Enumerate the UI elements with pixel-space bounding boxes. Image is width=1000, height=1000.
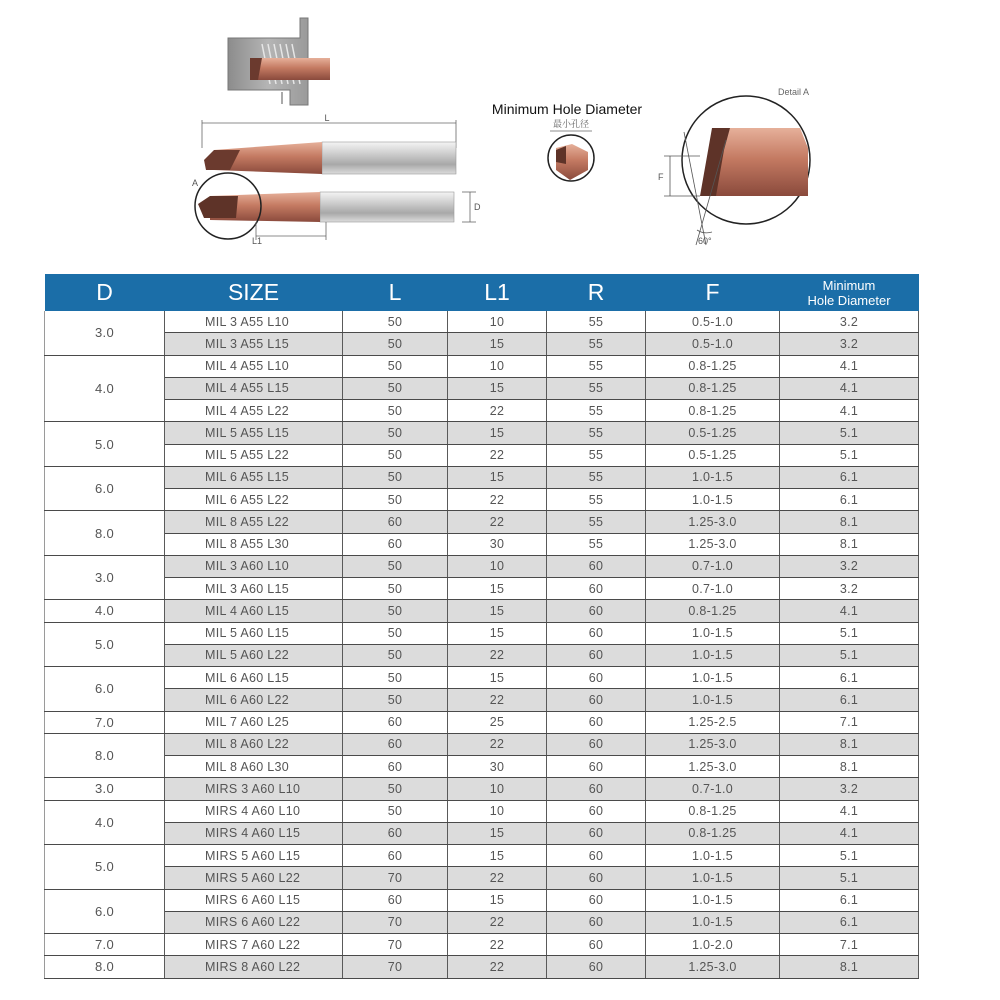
- table-header-row: [45, 274, 919, 311]
- length-cell: 50: [343, 466, 448, 488]
- detail-marker: A: [192, 178, 199, 188]
- f-range-cell: 1.0-1.5: [646, 644, 780, 666]
- f-range-cell: 1.0-1.5: [646, 466, 780, 488]
- size-cell: MIL 6 A55 L22: [165, 489, 343, 511]
- length1-cell: 15: [448, 845, 547, 867]
- angle-cell: 55: [547, 466, 646, 488]
- f-range-cell: 1.0-1.5: [646, 489, 780, 511]
- table-row: [45, 889, 919, 911]
- angle-cell: 60: [547, 555, 646, 577]
- length1-cell: 25: [448, 711, 547, 733]
- size-cell: MIRS 5 A60 L15: [165, 845, 343, 867]
- f-range-cell: 1.0-1.5: [646, 867, 780, 889]
- size-cell: MIRS 8 A60 L22: [165, 956, 343, 978]
- size-cell: MIL 5 A55 L22: [165, 444, 343, 466]
- table-row: [45, 934, 919, 956]
- table-row: [45, 377, 919, 399]
- min-hole-cell: 6.1: [780, 466, 919, 488]
- f-range-cell: 1.0-1.5: [646, 889, 780, 911]
- min-hole-cell: 8.1: [780, 733, 919, 755]
- length-cell: 50: [343, 800, 448, 822]
- diameter-cell: 8.0: [45, 511, 165, 556]
- diameter-cell: 3.0: [45, 555, 165, 600]
- length-cell: 50: [343, 400, 448, 422]
- length-cell: 50: [343, 689, 448, 711]
- diameter-cell: 7.0: [45, 934, 165, 956]
- table-row: [45, 511, 919, 533]
- size-cell: MIL 5 A60 L15: [165, 622, 343, 644]
- table-row: [45, 667, 919, 689]
- length-cell: 50: [343, 644, 448, 666]
- angle-cell: 55: [547, 333, 646, 355]
- min-hole-cell: 3.2: [780, 578, 919, 600]
- f-range-cell: 0.5-1.0: [646, 333, 780, 355]
- length1-cell: 22: [448, 644, 547, 666]
- min-hole-cell: 3.2: [780, 311, 919, 333]
- length-cell: 60: [343, 511, 448, 533]
- diameter-cell: 5.0: [45, 422, 165, 467]
- f-range-cell: 1.25-3.0: [646, 511, 780, 533]
- angle-cell: 55: [547, 422, 646, 444]
- length-cell: 50: [343, 355, 448, 377]
- angle-cell: 60: [547, 934, 646, 956]
- f-range-cell: 1.25-3.0: [646, 733, 780, 755]
- table-body: [45, 311, 919, 978]
- length1-cell: 15: [448, 578, 547, 600]
- min-hole-cell: 4.1: [780, 800, 919, 822]
- table-row: [45, 489, 919, 511]
- table-row: [45, 845, 919, 867]
- min-hole-cell: 4.1: [780, 822, 919, 844]
- length-cell: 60: [343, 822, 448, 844]
- length-cell: 70: [343, 934, 448, 956]
- table-row: [45, 578, 919, 600]
- min-hole-cell: 4.1: [780, 400, 919, 422]
- angle-cell: 60: [547, 578, 646, 600]
- length-cell: 60: [343, 845, 448, 867]
- size-cell: MIL 7 A60 L25: [165, 711, 343, 733]
- angle-label: 60°: [698, 236, 712, 246]
- angle-cell: 60: [547, 956, 646, 978]
- length1-cell: 30: [448, 533, 547, 555]
- f-range-cell: 0.8-1.25: [646, 600, 780, 622]
- diameter-cell: 5.0: [45, 622, 165, 667]
- diameter-cell: 4.0: [45, 355, 165, 422]
- length1-cell: 10: [448, 800, 547, 822]
- size-cell: MIRS 6 A60 L15: [165, 889, 343, 911]
- diameter-cell: 6.0: [45, 889, 165, 934]
- min-hole-cell: 8.1: [780, 533, 919, 555]
- angle-cell: 55: [547, 400, 646, 422]
- length1-cell: 10: [448, 555, 547, 577]
- size-cell: MIL 4 A55 L10: [165, 355, 343, 377]
- f-range-cell: 1.0-1.5: [646, 689, 780, 711]
- length1-label: L1: [252, 236, 263, 246]
- length-cell: 50: [343, 600, 448, 622]
- length-cell: 50: [343, 578, 448, 600]
- diameter-cell: 7.0: [45, 711, 165, 733]
- length1-cell: 22: [448, 400, 547, 422]
- length1-cell: 15: [448, 667, 547, 689]
- diameter-cell: 4.0: [45, 600, 165, 622]
- size-cell: MIL 3 A60 L10: [165, 555, 343, 577]
- length1-cell: 15: [448, 822, 547, 844]
- length1-cell: 15: [448, 622, 547, 644]
- angle-cell: 55: [547, 444, 646, 466]
- table-row: [45, 311, 919, 333]
- min-hole-cell: 4.1: [780, 355, 919, 377]
- angle-cell: 55: [547, 377, 646, 399]
- angle-cell: 60: [547, 711, 646, 733]
- header-l: L: [343, 274, 448, 311]
- length1-cell: 10: [448, 311, 547, 333]
- min-hole-cell: 6.1: [780, 667, 919, 689]
- length-cell: 50: [343, 489, 448, 511]
- length1-cell: 15: [448, 422, 547, 444]
- tool-side-view: [202, 113, 456, 174]
- f-range-cell: 1.25-3.0: [646, 533, 780, 555]
- min-hole-cell: 3.2: [780, 778, 919, 800]
- min-hole-cell: 6.1: [780, 889, 919, 911]
- length-cell: 50: [343, 422, 448, 444]
- length-cell: 70: [343, 867, 448, 889]
- length1-cell: 15: [448, 889, 547, 911]
- length-cell: 50: [343, 377, 448, 399]
- length1-cell: 30: [448, 756, 547, 778]
- min-hole-cell: 6.1: [780, 489, 919, 511]
- min-hole-cell: 3.2: [780, 555, 919, 577]
- table-row: [45, 756, 919, 778]
- min-hole-cell: 6.1: [780, 911, 919, 933]
- table-row: [45, 956, 919, 978]
- table-row: [45, 355, 919, 377]
- length1-cell: 22: [448, 934, 547, 956]
- length1-cell: 22: [448, 489, 547, 511]
- size-cell: MIL 4 A55 L15: [165, 377, 343, 399]
- header-min-hole-line1: Minimum: [822, 277, 876, 293]
- angle-cell: 60: [547, 889, 646, 911]
- angle-cell: 60: [547, 733, 646, 755]
- length1-cell: 22: [448, 956, 547, 978]
- diameter-cell: 3.0: [45, 311, 165, 355]
- angle-cell: 60: [547, 867, 646, 889]
- min-hole-illustration: [492, 101, 642, 181]
- table-row: [45, 733, 919, 755]
- table-row: [45, 422, 919, 444]
- min-hole-title: Minimum Hole Diameter: [491, 101, 643, 117]
- table-row: [45, 444, 919, 466]
- size-cell: MIL 8 A60 L22: [165, 733, 343, 755]
- detail-title: Detail A: [778, 87, 810, 97]
- min-hole-cell: 4.1: [780, 377, 919, 399]
- length1-cell: 10: [448, 355, 547, 377]
- size-cell: MIRS 4 A60 L10: [165, 800, 343, 822]
- min-hole-cell: 5.1: [780, 422, 919, 444]
- length-cell: 50: [343, 622, 448, 644]
- f-range-cell: 1.25-3.0: [646, 956, 780, 978]
- header-min-hole: [780, 274, 919, 311]
- angle-cell: 60: [547, 800, 646, 822]
- length-cell: 50: [343, 311, 448, 333]
- angle-cell: 55: [547, 511, 646, 533]
- size-cell: MIRS 4 A60 L15: [165, 822, 343, 844]
- angle-cell: 60: [547, 667, 646, 689]
- size-cell: MIL 5 A55 L15: [165, 422, 343, 444]
- f-range-cell: 0.8-1.25: [646, 377, 780, 399]
- size-cell: MIL 5 A60 L22: [165, 644, 343, 666]
- f-label: F: [658, 172, 664, 182]
- diameter-cell: 6.0: [45, 466, 165, 511]
- length1-cell: 15: [448, 600, 547, 622]
- size-cell: MIL 3 A55 L15: [165, 333, 343, 355]
- size-cell: MIL 3 A60 L15: [165, 578, 343, 600]
- diameter-label: D: [474, 202, 481, 212]
- angle-cell: 60: [547, 756, 646, 778]
- header-l1: L1: [448, 274, 547, 311]
- length-cell: 50: [343, 667, 448, 689]
- min-hole-subtitle: 最小孔径: [552, 119, 590, 129]
- size-cell: MIL 6 A60 L15: [165, 667, 343, 689]
- min-hole-cell: 7.1: [780, 711, 919, 733]
- length-cell: 60: [343, 889, 448, 911]
- f-range-cell: 0.7-1.0: [646, 578, 780, 600]
- diameter-cell: 3.0: [45, 778, 165, 800]
- table-row: [45, 689, 919, 711]
- diameter-cell: 5.0: [45, 845, 165, 890]
- detail-a-illustration: [658, 87, 810, 246]
- size-cell: MIRS 3 A60 L10: [165, 778, 343, 800]
- length1-cell: 22: [448, 511, 547, 533]
- tool-top-view: [192, 173, 481, 246]
- min-hole-cell: 5.1: [780, 867, 919, 889]
- min-hole-cell: 5.1: [780, 845, 919, 867]
- header-r: R: [547, 274, 646, 311]
- length-label: L: [324, 113, 330, 123]
- table-row: [45, 533, 919, 555]
- f-range-cell: 0.8-1.25: [646, 800, 780, 822]
- f-range-cell: 0.7-1.0: [646, 778, 780, 800]
- size-cell: MIL 6 A55 L15: [165, 466, 343, 488]
- table-row: [45, 778, 919, 800]
- length1-cell: 15: [448, 466, 547, 488]
- min-hole-cell: 6.1: [780, 689, 919, 711]
- f-range-cell: 0.5-1.25: [646, 422, 780, 444]
- spec-table: [44, 274, 919, 979]
- f-range-cell: 0.8-1.25: [646, 355, 780, 377]
- angle-cell: 55: [547, 533, 646, 555]
- length-cell: 50: [343, 555, 448, 577]
- length-cell: 70: [343, 956, 448, 978]
- table-row: [45, 644, 919, 666]
- angle-cell: 55: [547, 355, 646, 377]
- table-row: [45, 600, 919, 622]
- length-cell: 50: [343, 333, 448, 355]
- diameter-cell: 8.0: [45, 733, 165, 778]
- length-cell: 70: [343, 911, 448, 933]
- angle-cell: 60: [547, 622, 646, 644]
- length1-cell: 10: [448, 778, 547, 800]
- size-cell: MIRS 5 A60 L22: [165, 867, 343, 889]
- f-range-cell: 0.8-1.25: [646, 400, 780, 422]
- tool-diagram: [0, 0, 1000, 270]
- angle-cell: 60: [547, 644, 646, 666]
- angle-cell: 55: [547, 489, 646, 511]
- header-f: F: [646, 274, 780, 311]
- f-range-cell: 0.7-1.0: [646, 555, 780, 577]
- table-row: [45, 466, 919, 488]
- length-cell: 60: [343, 711, 448, 733]
- length-cell: 60: [343, 756, 448, 778]
- min-hole-cell: 5.1: [780, 444, 919, 466]
- f-range-cell: 0.5-1.25: [646, 444, 780, 466]
- header-size: SIZE: [165, 274, 343, 311]
- length1-cell: 22: [448, 444, 547, 466]
- min-hole-cell: 8.1: [780, 511, 919, 533]
- length1-cell: 22: [448, 911, 547, 933]
- size-cell: MIL 4 A60 L15: [165, 600, 343, 622]
- header-min-hole-line2: Hole Diameter: [807, 292, 891, 308]
- f-range-cell: 1.25-3.0: [646, 756, 780, 778]
- length1-cell: 22: [448, 867, 547, 889]
- angle-cell: 60: [547, 778, 646, 800]
- size-cell: MIL 8 A55 L30: [165, 533, 343, 555]
- min-hole-cell: 7.1: [780, 934, 919, 956]
- f-range-cell: 1.0-1.5: [646, 911, 780, 933]
- diameter-cell: 6.0: [45, 667, 165, 712]
- min-hole-cell: 5.1: [780, 644, 919, 666]
- diameter-cell: 8.0: [45, 956, 165, 978]
- angle-cell: 55: [547, 311, 646, 333]
- f-range-cell: 1.0-1.5: [646, 845, 780, 867]
- table-row: [45, 867, 919, 889]
- angle-cell: 60: [547, 689, 646, 711]
- length-cell: 50: [343, 778, 448, 800]
- size-cell: MIL 4 A55 L22: [165, 400, 343, 422]
- length1-cell: 15: [448, 377, 547, 399]
- size-cell: MIL 8 A55 L22: [165, 511, 343, 533]
- table-row: [45, 555, 919, 577]
- table-row: [45, 333, 919, 355]
- f-range-cell: 1.0-1.5: [646, 622, 780, 644]
- f-range-cell: 0.8-1.25: [646, 822, 780, 844]
- size-cell: MIL 6 A60 L22: [165, 689, 343, 711]
- size-cell: MIL 3 A55 L10: [165, 311, 343, 333]
- size-cell: MIL 8 A60 L30: [165, 756, 343, 778]
- f-range-cell: 1.0-1.5: [646, 667, 780, 689]
- table-row: [45, 711, 919, 733]
- length1-cell: 15: [448, 333, 547, 355]
- table-row: [45, 911, 919, 933]
- f-range-cell: 1.0-2.0: [646, 934, 780, 956]
- diameter-cell: 4.0: [45, 800, 165, 845]
- min-hole-cell: 3.2: [780, 333, 919, 355]
- length-cell: 60: [343, 733, 448, 755]
- table-row: [45, 800, 919, 822]
- length-cell: 50: [343, 444, 448, 466]
- table-row: [45, 400, 919, 422]
- f-range-cell: 1.25-2.5: [646, 711, 780, 733]
- size-cell: MIRS 6 A60 L22: [165, 911, 343, 933]
- angle-cell: 60: [547, 911, 646, 933]
- header-d: D: [45, 274, 165, 311]
- angle-cell: 60: [547, 845, 646, 867]
- table-row: [45, 622, 919, 644]
- length1-cell: 22: [448, 733, 547, 755]
- min-hole-cell: 4.1: [780, 600, 919, 622]
- workpiece-illustration: [228, 18, 330, 105]
- length1-cell: 22: [448, 689, 547, 711]
- table-row: [45, 822, 919, 844]
- angle-cell: 60: [547, 600, 646, 622]
- length-cell: 60: [343, 533, 448, 555]
- angle-cell: 60: [547, 822, 646, 844]
- min-hole-cell: 8.1: [780, 956, 919, 978]
- size-cell: MIRS 7 A60 L22: [165, 934, 343, 956]
- min-hole-cell: 5.1: [780, 622, 919, 644]
- min-hole-cell: 8.1: [780, 756, 919, 778]
- f-range-cell: 0.5-1.0: [646, 311, 780, 333]
